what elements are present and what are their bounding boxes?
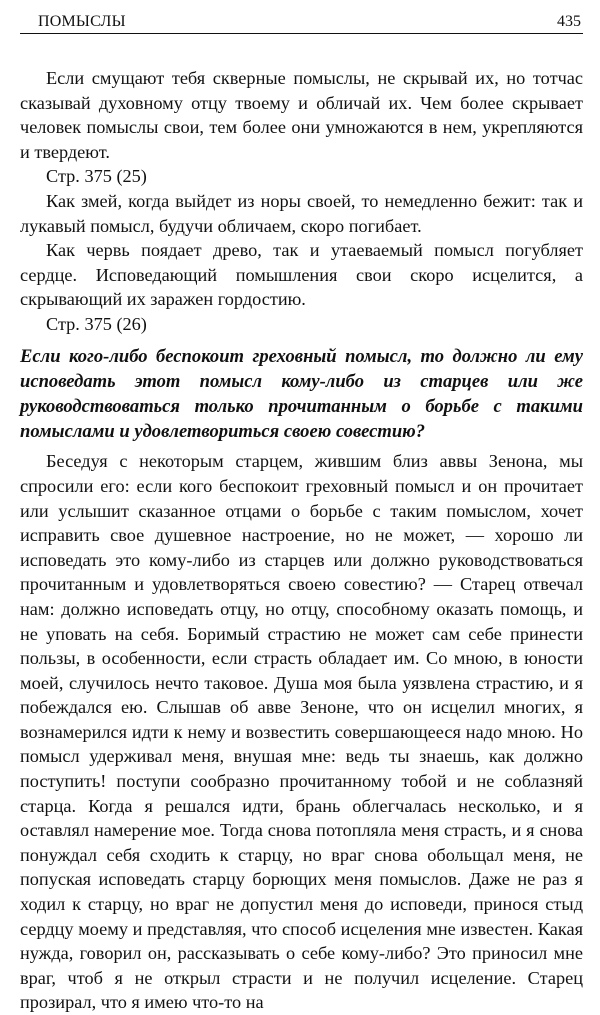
paragraph: Если смущают тебя скверные помыслы, не скрывай их, но тотчас сказывай духовному отцу твоему и обличай их. Чем более скрывает человек помыслы свои, тем более они умножаются в нем, укрепляются и твердеют. [20, 68, 583, 162]
page-number: 435 [557, 13, 581, 30]
source-reference: Стр. 375 (26) [46, 313, 147, 334]
section-title: ПОМЫСЛЫ [38, 13, 126, 30]
running-header [20, 10, 583, 34]
page-body [20, 66, 583, 1015]
paragraph: Беседуя с некоторым старцем, жившим близ аввы Зенона, мы спросили его: если кого беспокоит греховный помысл и он прочитает или услышит сказанное отцами о борьбе с таким помыслом, хочет исправить свое душевное настроение, но не может, — хорошо ли исповедать это кому-либо из старцев или должно руководствоваться прочитанным и удовлетворяться своею совестию? — Старец отвечал нам: должно исповедать отцу, но отцу, способному оказать помощь, и не уповать на себя. Боримый страстию не может сам себе принести пользы, в особенности, если страсть обладает им. Со мною, в юности моей, случилось нечто таковое. Душа моя была уязвлена страстию, и я побеждался ею. Слышав об авве Зеноне, что он исцелил многих, я вознамерился идти к нему и возвестить совершающееся надо мною. Но помысл удерживал меня, внушая мне: ведь ты знаешь, как должно поступить! поступи сообразно прочитанному тобой и не соблазняй старца. Когда я решался идти, брань облегчалась несколько, и я оставлял намерение мое. Тогда снова потопляла меня страсть, и я снова понуждал себя сходить к старцу, но враг снова обольщал меня, не попуская исповедать старцу борющих меня помыслов. Даже не раз я ходил к старцу, но враг не допустил меня до исповеди, принося стыд сердцу моему и представляя, что способ исцеления мне известен. Какая нужда, говорил он, рассказывать о себе кому-либо? Это приносил мне враг, чтоб я не открыл страсти и не получил исцеление. Старец прозирал, что я имею что-то на [20, 451, 583, 1013]
question-heading: Если кого-либо беспокоит греховный помысл, то должно ли ему исповедать этот помысл кому-либо из старцев или же руководствоваться только прочитанным о борьбе с такими помыслами и удовлетвориться своею совестию? [20, 345, 583, 443]
paragraph: Как змей, когда выйдет из норы своей, то немедленно бежит: так и лукавый помысл, будучи обличаем, скоро погибает. [20, 190, 583, 236]
paragraph: Как червь поядает древо, так и утаеваемый помысл погубляет сердце. Исповедающий помышления свои скоро исцелится, а скрывающий их заражен гордостию. [20, 240, 583, 310]
source-reference: Стр. 375 (25) [46, 166, 147, 187]
